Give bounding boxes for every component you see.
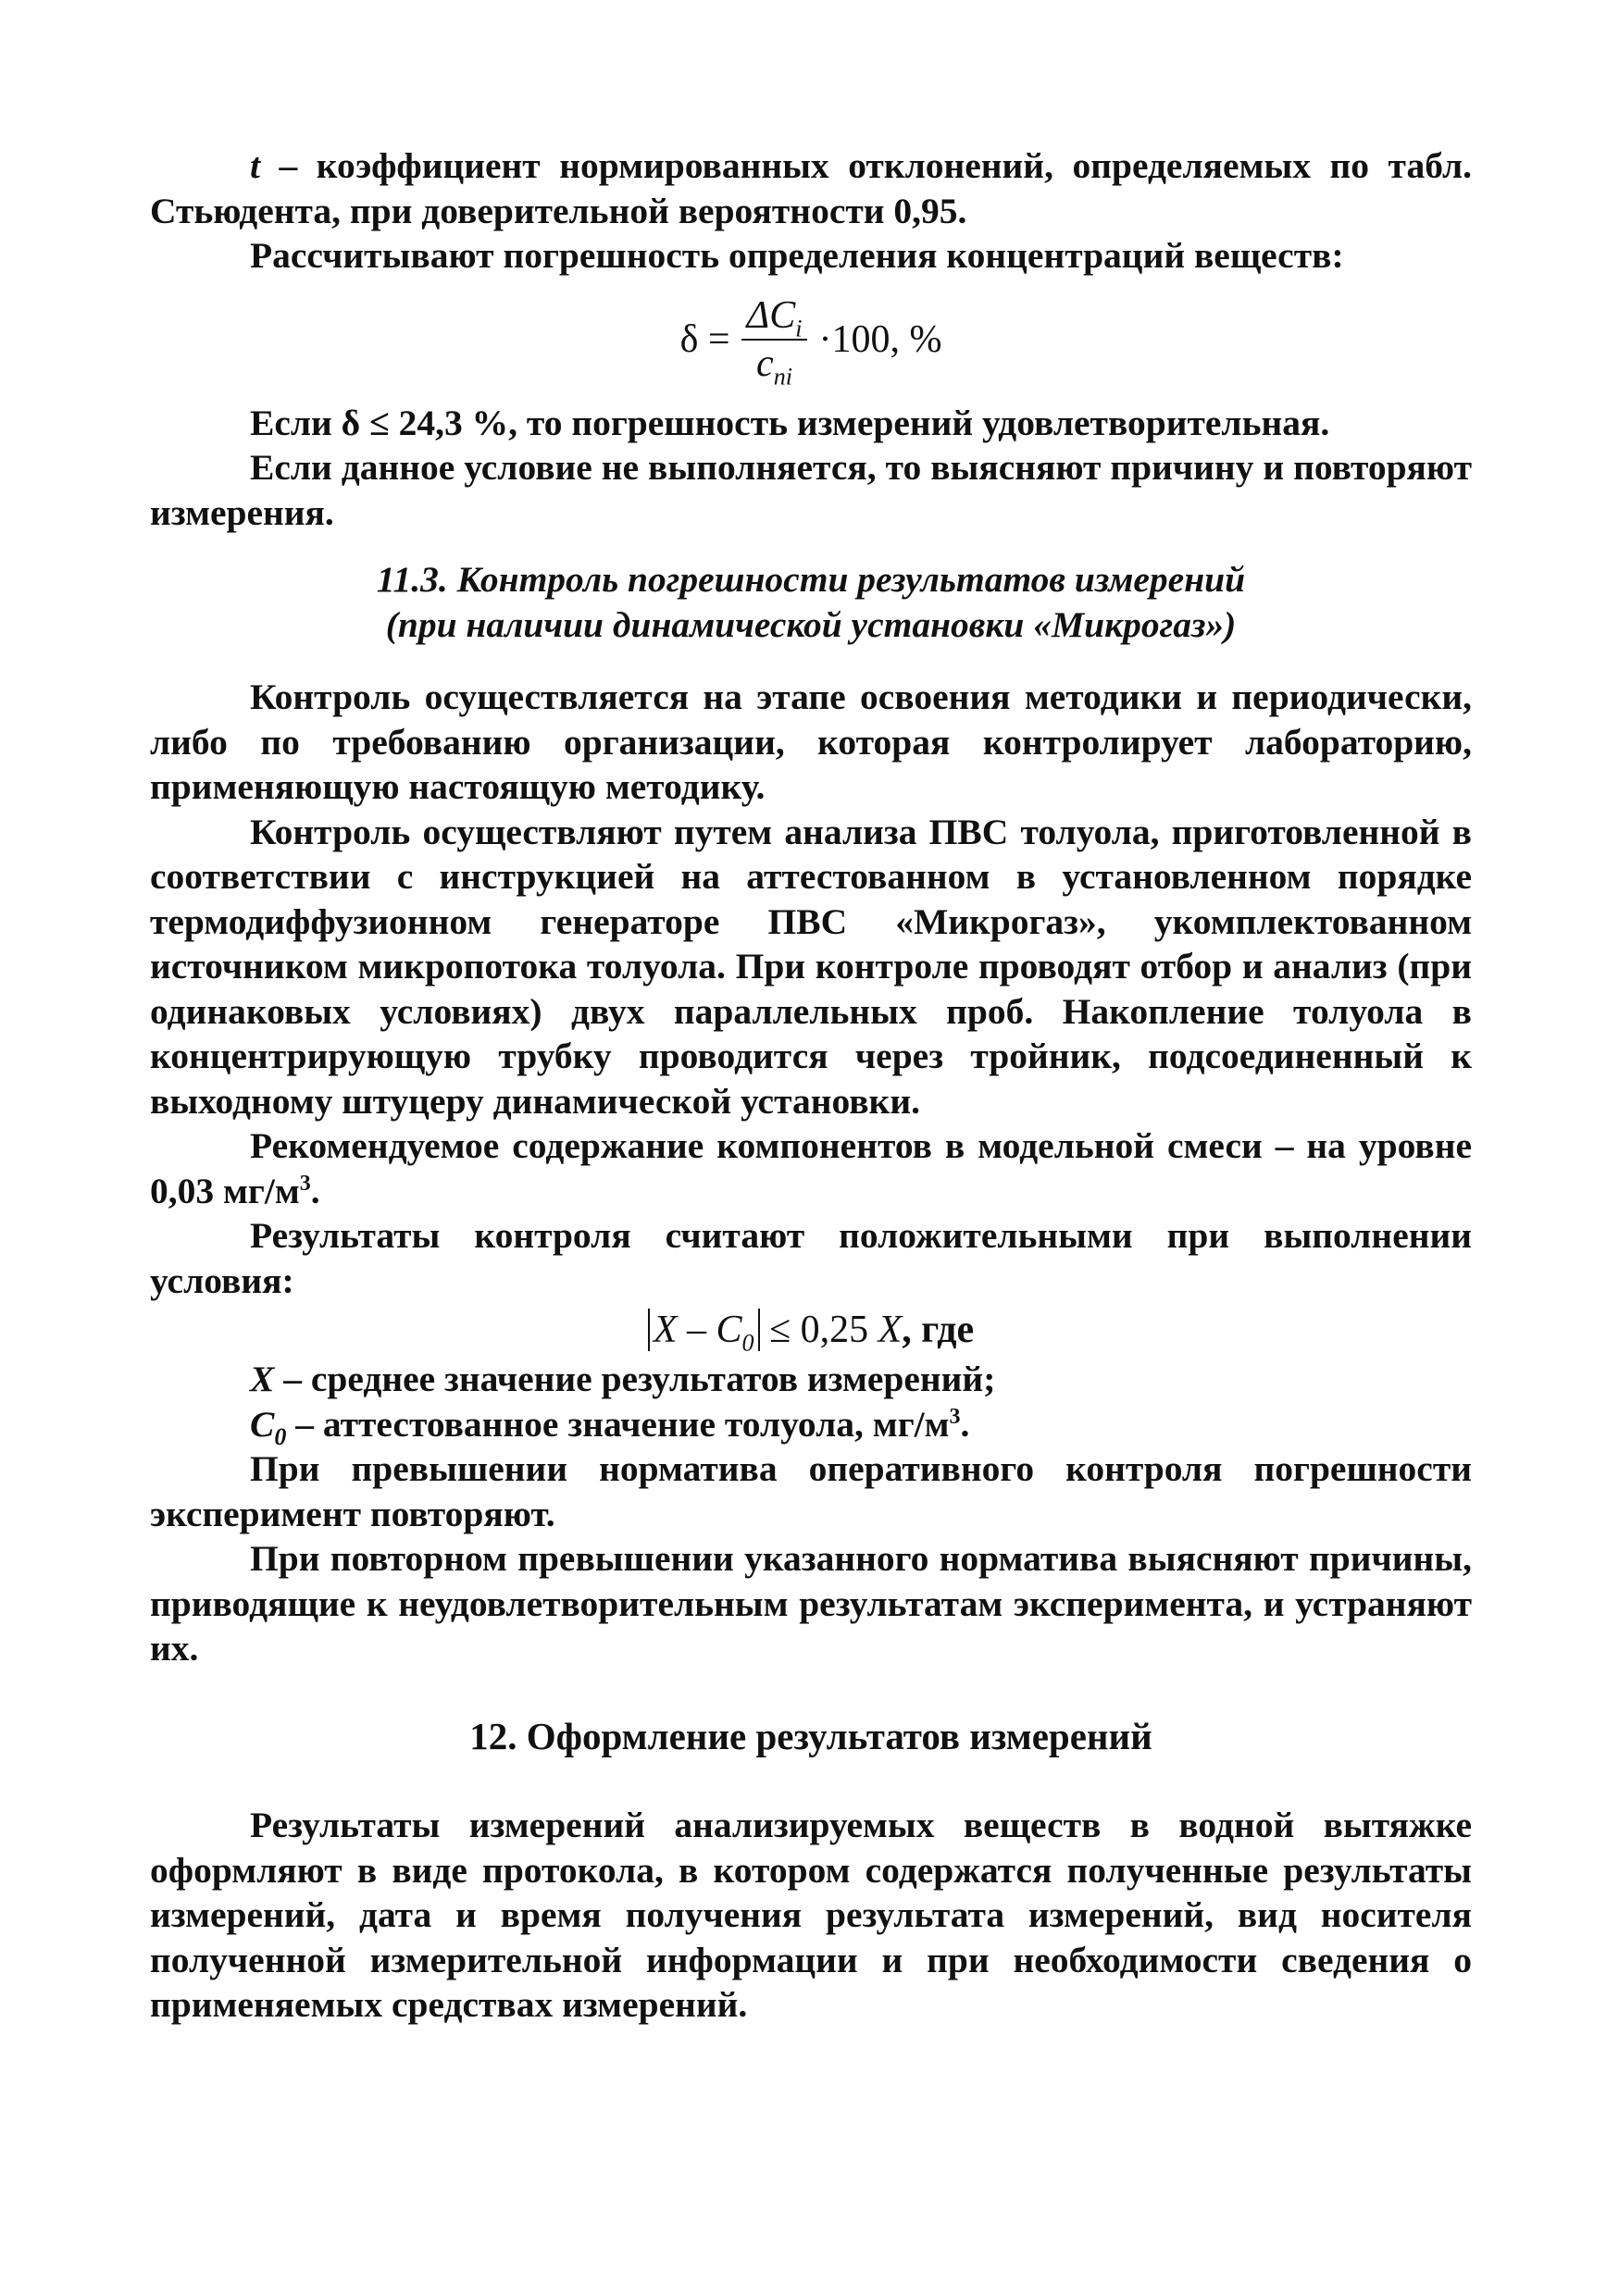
def-C0-text: – аттестованное значение толуола, мг/м xyxy=(286,1403,950,1445)
recommend-text: Рекомендуемое содержание компонентов в модельной смеси – на уровне 0,03 мг/м xyxy=(150,1125,1472,1211)
delta-numerator-sub: i xyxy=(795,314,803,341)
cond-X: X xyxy=(653,1309,678,1351)
def-C0-paragraph xyxy=(150,1402,1472,1450)
section-11-3-title-line1: 11.3. Контроль погрешности результатов измерений xyxy=(376,559,1246,600)
def-X-text: – среднее значение результатов измерений; xyxy=(274,1359,996,1399)
delta-denominator xyxy=(756,341,792,390)
section-12-heading: 12. Оформление результатов измерений xyxy=(469,1714,1152,1757)
exceed-paragraph-1: При превышении норматива оперативного контроля погрешности эксперимент повторяют. xyxy=(150,1448,1472,1534)
delta-lhs: δ = xyxy=(679,318,730,362)
condition-fail-paragraph: Если данное условие не выполняется, то выясняют причину и повторяют измерения. xyxy=(150,447,1472,533)
cond-tail-X: X xyxy=(878,1309,903,1351)
control-paragraph-2: Контроль осуществляют путем анализа ПВС толуола, приготовленной в соответствии с инструкцией на аттестованном в установленном порядке термодиффузионном генераторе ПВС «Микрогаз», укомплектованном источником микропотока толуола. При контроле проводят отбор и анализ (при одинаковых условиях) двух параллельных проб. Накопление толуола в концентрирующую трубку проводится через тройник, подсоединенный к выходному штуцеру динамической установки. xyxy=(150,811,1472,1122)
abs-expression xyxy=(648,1309,760,1357)
exceed-paragraph-2: При повторном превышении указанного норматива выясняют причины, приводящие к неудовлетворительным результатам эксперимента, и устраняют их. xyxy=(150,1538,1472,1669)
delta-numerator xyxy=(741,294,808,341)
section-12-paragraph: Результаты измерений анализируемых веществ в водной вытяжке оформляют в виде протокола, в котором содержатся полученные результаты измерений, дата и время получения результата измерений, вид носителя полученной измерительной информации и при необходимости сведения о применяемых средствах измерений. xyxy=(150,1805,1472,2025)
calc-intro-paragraph: Рассчитывают погрешность определения концентраций веществ: xyxy=(250,235,1344,276)
cond-tail-text: , где xyxy=(902,1309,975,1351)
def-C0-sup: 3 xyxy=(949,1404,961,1429)
cond-C: C xyxy=(716,1309,742,1351)
t-definition-text: коэффициент нормированных отклонений, определяемых по табл. Стьюдента, при доверительной вероятности 0,95. xyxy=(150,145,1472,231)
delta-fraction xyxy=(741,293,808,390)
delta-formula xyxy=(150,280,1472,401)
cond-minus: – xyxy=(677,1309,716,1351)
cond-C-sub: 0 xyxy=(741,1329,754,1357)
def-X-symbol: X xyxy=(250,1359,275,1399)
def-X-paragraph xyxy=(150,1357,1472,1402)
delta-denominator-sub: ni xyxy=(773,362,792,390)
delta-denominator-text: c xyxy=(756,341,774,385)
t-dash: – xyxy=(259,145,317,186)
def-C0-symbol: C xyxy=(250,1403,275,1445)
section-11-3-heading xyxy=(150,557,1472,647)
condition-ok-paragraph: Если δ ≤ 24,3 %, то погрешность измерений удовлетворительная. xyxy=(250,402,1330,443)
delta-numerator-text: ΔC xyxy=(746,293,796,337)
condition-formula xyxy=(150,1303,1472,1357)
def-C0-tail: . xyxy=(960,1403,970,1445)
t-definition-paragraph xyxy=(150,143,1472,233)
cond-op: ≤ 0,25 xyxy=(759,1309,878,1351)
control-paragraph-1: Контроль осуществляется на этапе освоения методики и периодически, либо по требованию организации, которая контролирует лабораторию, применяющую настоящую методику. xyxy=(150,676,1472,807)
recommend-paragraph xyxy=(150,1123,1472,1213)
recommend-tail: . xyxy=(310,1170,320,1211)
document-page xyxy=(150,143,1472,2028)
def-C0-sub: 0 xyxy=(274,1422,287,1450)
section-11-3-title-line2: (при наличии динамической установки «Микрогаз») xyxy=(385,603,1237,645)
delta-rhs: ·100, % xyxy=(818,318,942,362)
t-symbol: t xyxy=(250,145,260,186)
recommend-sup: 3 xyxy=(299,1171,311,1196)
positive-results-paragraph: Результаты контроля считают положительными при выполнении условия: xyxy=(150,1215,1472,1301)
